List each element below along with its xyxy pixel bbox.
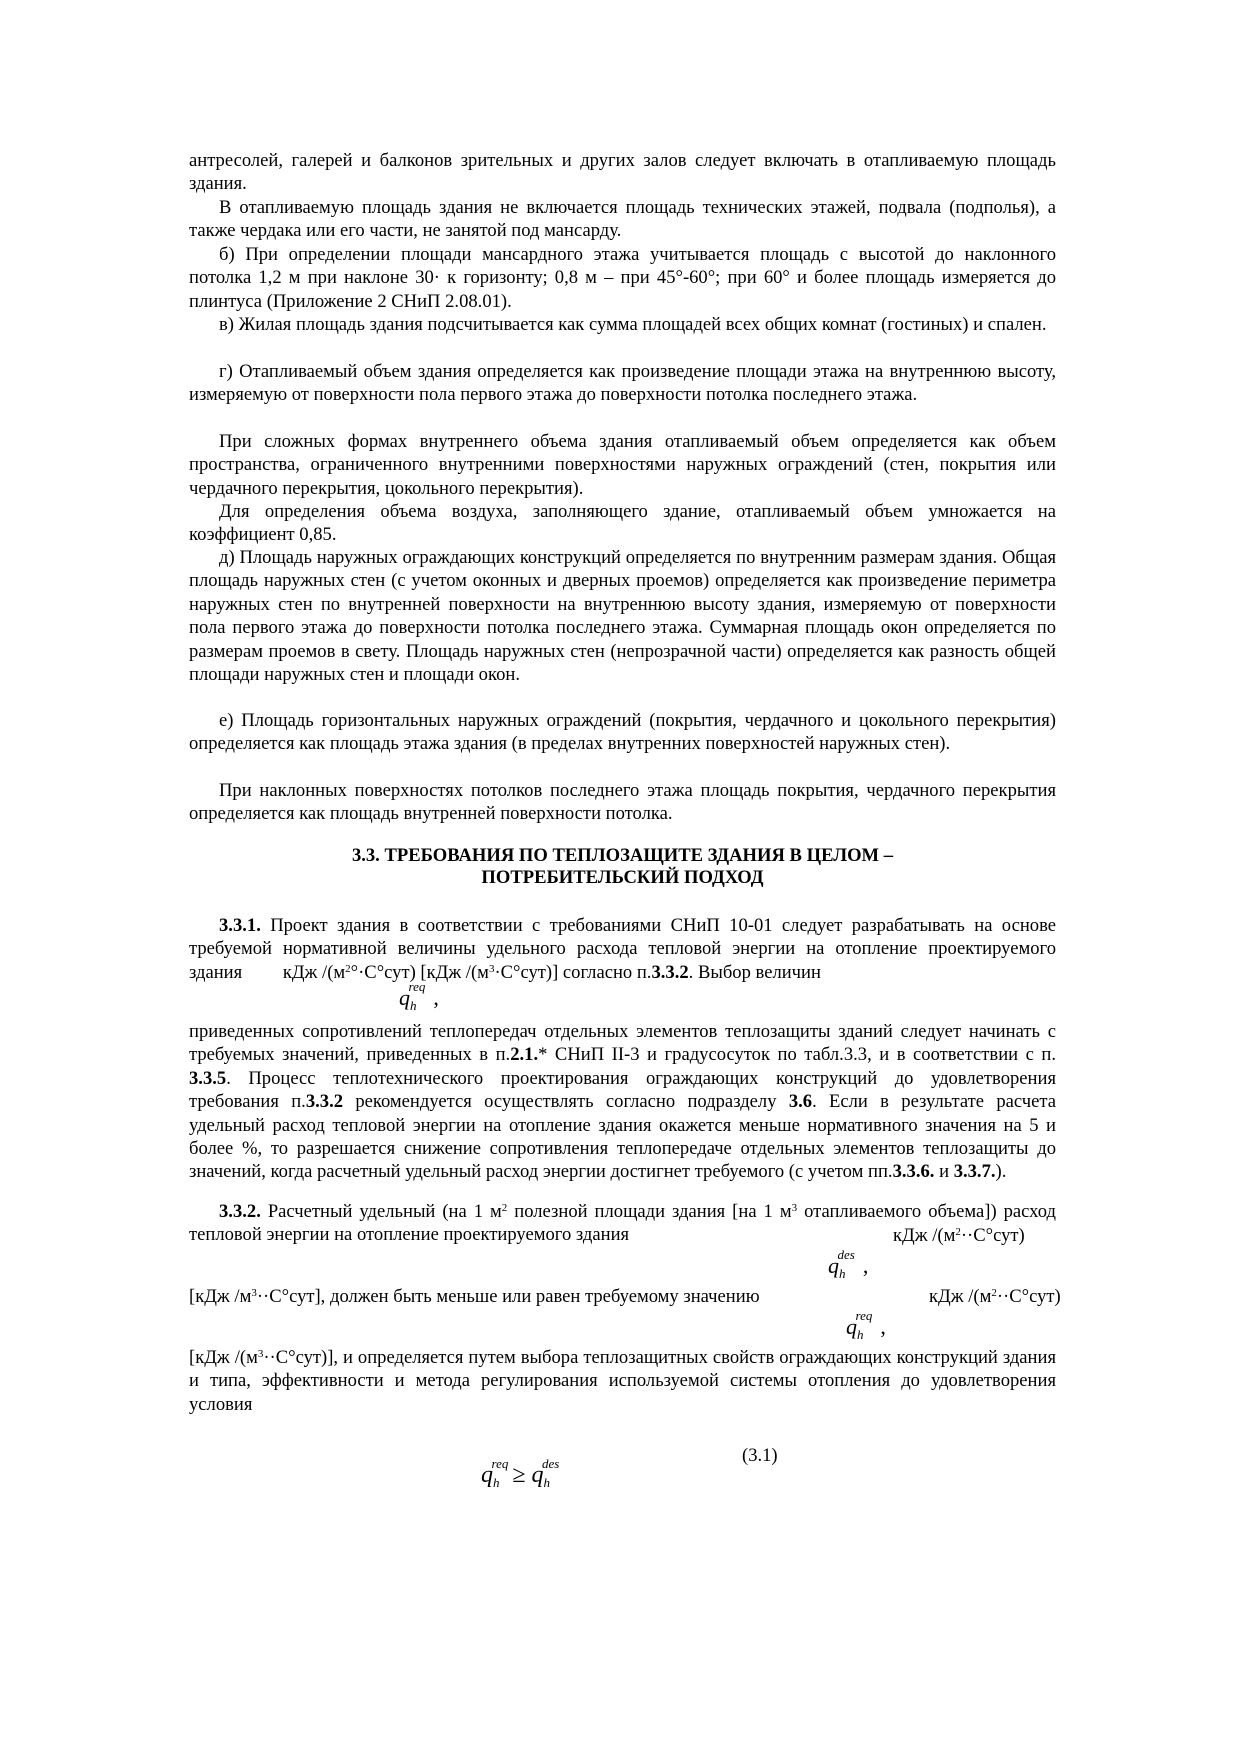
clause-text: . Если в результате расчета удельный расход тепловой энергии на отопление здания окажется меньше нормативного значения на 5 и более %, то разрешается снижение сопротивления теплопередаче отдельных элементов теплозащиты до значений, когда расчетный удельный расход энергии достигнет требуемого (с учетом пп. <box>189 1091 1057 1183</box>
math-subscript: h <box>543 1475 551 1490</box>
clause-3-3-2-line <box>189 1285 760 1308</box>
paragraph-9: е) Площадь горизонтальных наружных ограждений (покрытия, чердачного и цокольного перекрытия) определяется как площадь этажа здания (в пределах внутренних поверхностей наружных стен). <box>189 710 1056 755</box>
paragraph-3: б) При определении площади мансардного этажа учитывается площадь с высотой до наклонного потолка 1,2 м при наклоне 30· к горизонту; 0,8 м – при 45°-60°; при 60° и более площадь измеряется до плинтуса (Приложение 2 СНиП 2.08.01). <box>189 244 1056 312</box>
clause-reference: 3.3.6. <box>892 1161 935 1183</box>
equation-number: (3.1) <box>742 1445 778 1466</box>
paragraph-10: При наклонных поверхностях потолков последнего этажа площадь покрытия, чердачного перекрытия определяется как площадь внутренней поверхности потолка. <box>189 780 1056 825</box>
clause-text: приведенных сопротивлений теплопередач отдельных элементов теплозащиты зданий следует начинать с требуемых значений, приведенных в п. <box>189 1021 1056 1066</box>
clause-text: Проект здания в соответствии с требованиями СНиП 10-01 следует разрабатывать на основе требуемой нормативной величины удельного расхода тепловой энергии на отопление проектируемого здания <box>189 915 1056 983</box>
clause-reference: 3.3.5 <box>189 1067 227 1089</box>
clause-number: 3.3.2. <box>219 1201 261 1222</box>
clause-3-3-1-body <box>189 1020 1056 1184</box>
superscript: 2 <box>345 962 351 975</box>
superscript: 2 <box>955 1226 961 1238</box>
math-symbol: q <box>531 1462 544 1488</box>
equation-3-1 <box>481 1456 567 1490</box>
clause-text: ··С°сут)], и определяется путем выбора теплозащитных свойств ограждающих конструкций здания и типа, эффективности и метода регулирования используемой системы отопления до удовлетворения условия <box>189 1347 1056 1415</box>
math-symbol: q <box>828 1253 839 1278</box>
superscript: 2 <box>501 1202 508 1214</box>
unit-text: °·С°сут) [кДж /(м <box>350 961 489 983</box>
superscript: 3 <box>251 1287 257 1299</box>
clause-reference: 3.3.7. <box>953 1161 996 1183</box>
math-superscript: req <box>408 979 426 994</box>
superscript: 3 <box>257 1348 264 1360</box>
unit-text: кДж /(м <box>282 961 346 983</box>
unit-text: ··С°сут) <box>996 1286 1061 1307</box>
clause-text: [кДж /м <box>189 1286 252 1307</box>
unit-text: ·С°сут)] согласно п. <box>494 961 652 983</box>
math-comma: , <box>862 1253 869 1278</box>
clause-3-3-1-intro <box>189 914 1056 984</box>
paragraph-7: Для определения объема воздуха, заполняющего здание, отапливаемый объем умножается на коэффициент 0,85. <box>189 501 1056 546</box>
math-symbol: q <box>846 1314 857 1339</box>
clause-number: 3.3.1. <box>219 915 261 936</box>
clause-text: ··С°сут], должен быть меньше или равен требуемому значению <box>256 1286 760 1307</box>
math-comma: , <box>433 985 439 1010</box>
math-subscript: h <box>857 1327 864 1342</box>
formula-q-h-des-1 <box>828 1247 869 1281</box>
paragraph-2: В отапливаемую площадь здания не включается площадь технических этажей, подвала (подполья), а также чердака или его части, не занятой под мансарду. <box>189 197 1056 242</box>
unit-label-1 <box>893 1224 1025 1247</box>
superscript: 3 <box>791 1202 798 1214</box>
paragraph-4: в) Жилая площадь здания подсчитывается как сумма площадей всех общих комнат (гостиных) и спален. <box>219 314 1047 335</box>
math-superscript: des <box>837 1247 855 1262</box>
math-symbol: q <box>481 1462 493 1488</box>
clause-text: полезной площади здания [на 1 м <box>507 1201 792 1222</box>
paragraph-5: г) Отапливаемый объем здания определяется как произведение площади этажа на внутреннюю высоту, измеряемую от поверхности пола первого этажа до поверхности потолка последнего этажа. <box>189 361 1056 406</box>
section-heading-line-2: ПОТРЕБИТЕЛЬСКИЙ ПОДХОД <box>481 867 764 888</box>
formula-q-h-req-2 <box>846 1308 886 1342</box>
section-heading-line-1: 3.3. ТРЕБОВАНИЯ ПО ТЕПЛОЗАЩИТЕ ЗДАНИЯ В ЦЕЛОМ – <box>351 845 894 866</box>
clause-text: и <box>934 1161 954 1183</box>
formula-q-h-req-1 <box>399 979 439 1013</box>
unit-text: кДж /(м <box>929 1286 992 1307</box>
clause-text: . Процесс теплотехнического проектирования ограждающих конструкций до удовлетворения требования п. <box>189 1067 1056 1113</box>
math-superscript: req <box>855 1308 873 1323</box>
clause-reference: 3.3.2 <box>305 1091 344 1113</box>
math-comma: , <box>880 1314 886 1339</box>
math-subscript: h <box>493 1475 500 1490</box>
math-geq-sign: ≥ <box>512 1462 526 1488</box>
clause-text: отапливаемого объема]) расход тепловой энергии на отопление проектируемого здания <box>189 1201 1056 1246</box>
math-subscript: h <box>410 998 417 1013</box>
math-subscript: h <box>839 1266 846 1281</box>
clause-reference: 2.1. <box>510 1044 539 1066</box>
clause-text: рекомендуется осуществлять согласно подразделу <box>343 1091 789 1113</box>
clause-reference: 3.3.2 <box>651 961 689 983</box>
clause-text: * СНиП II-3 и градусосуток по табл.3.3, и в соответствии с п. <box>538 1044 1056 1066</box>
section-heading <box>189 845 1056 889</box>
math-superscript: des <box>542 1456 560 1471</box>
paragraph-6: При сложных формах внутреннего объема здания отапливаемый объем определяется как объем пространства, ограниченного внутренними поверхностями наружных ограждений (стен, покрытия или чердачного перекрытия, цокольного перекрытия). <box>189 431 1056 499</box>
clause-text: ). <box>995 1161 1007 1183</box>
unit-text: кДж /(м <box>893 1225 956 1246</box>
paragraph-1: антресолей, галерей и балконов зрительных и других залов следует включать в отапливаемую площадь здания. <box>189 150 1056 195</box>
clause-reference: 3.6 <box>788 1091 813 1113</box>
unit-label-2 <box>929 1285 1061 1308</box>
math-symbol: q <box>399 985 410 1010</box>
clause-text: [кДж /(м <box>189 1347 258 1368</box>
clause-3-3-2-body <box>189 1346 1056 1416</box>
superscript: 2 <box>991 1287 997 1299</box>
unit-text: ··С°сут) <box>960 1225 1025 1246</box>
superscript: 3 <box>488 962 495 975</box>
paragraph-8: д) Площадь наружных ограждающих конструкций определяется по внутренним размерам здания. Общая площадь наружных стен (с учетом оконных и дверных проемов) определяется как произведение периметра наружных стен по внутренней поверхности на внутреннюю высоту здания, измеряемую от поверхности пола первого этажа до поверхности потолка последнего этажа. Суммарная площадь окон определяется по размерам проемов в свету. Площадь наружных стен (непрозрачной части) определяется как разность общей площади наружных стен и площади окон. <box>189 547 1056 686</box>
clause-text: . Выбор величин <box>688 961 821 983</box>
math-superscript: req <box>491 1456 509 1471</box>
clause-text: Расчетный удельный (на 1 м <box>260 1201 502 1222</box>
